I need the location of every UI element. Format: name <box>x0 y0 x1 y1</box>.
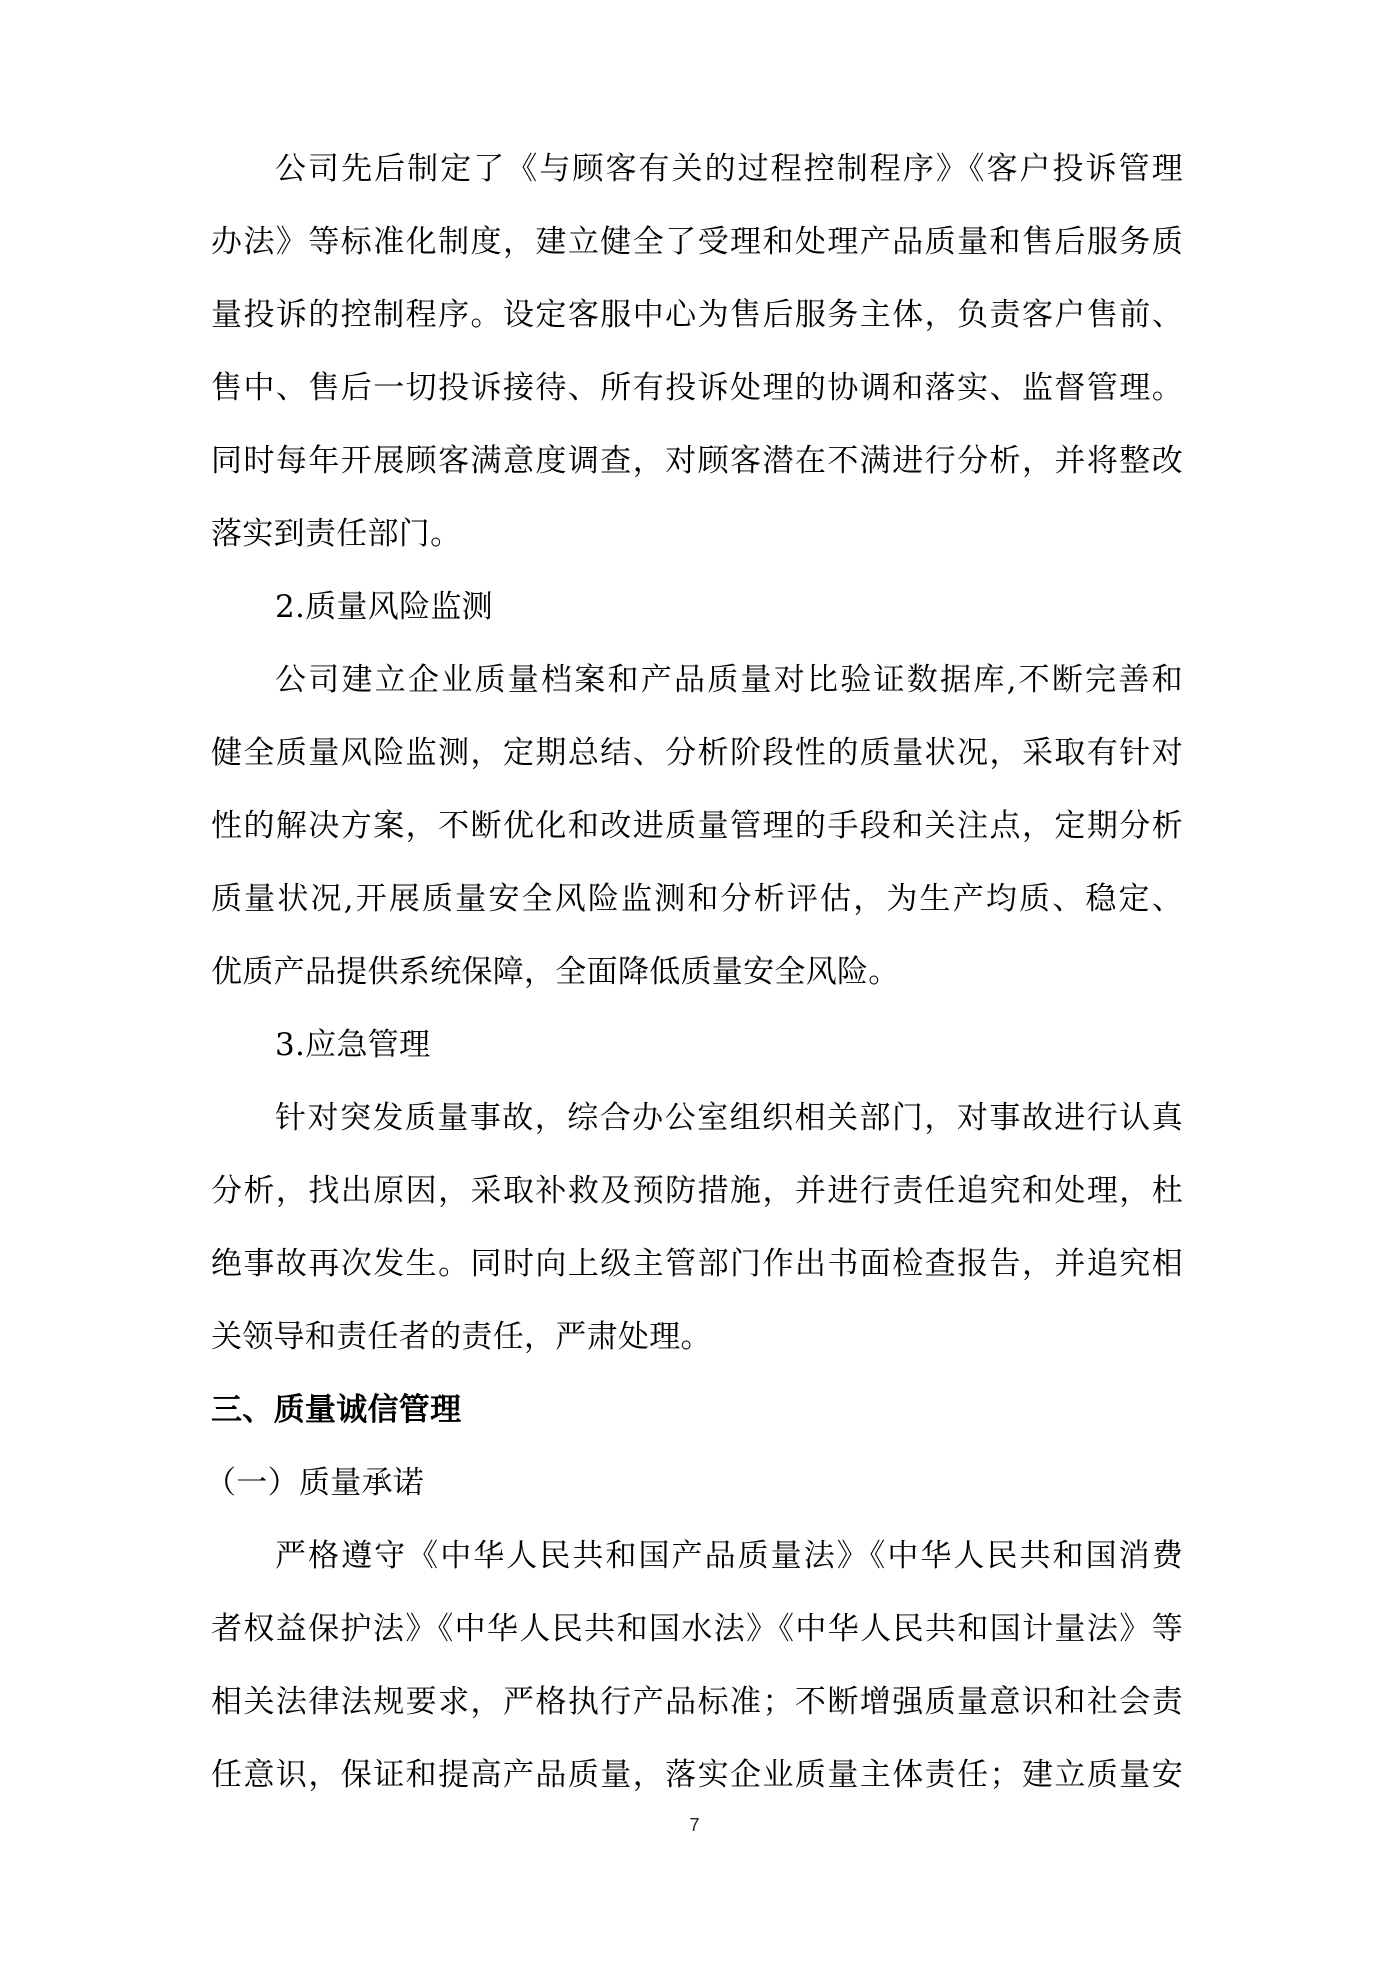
paragraph-line: 相关法律法规要求，严格执行产品标准；不断增强质量意识和社会责 <box>211 1684 1183 1720</box>
paragraph-line: 量投诉的控制程序。设定客服中心为售后服务主体，负责客户售前、 <box>211 297 1183 333</box>
paragraph-line: 分析，找出原因，采取补救及预防措施，并进行责任追究和处理，杜 <box>211 1173 1183 1209</box>
paragraph-line: 严格遵守《中华人民共和国产品质量法》《中华人民共和国消费 <box>275 1538 1183 1574</box>
subheading-emergency-management: 3.应急管理 <box>275 1027 431 1063</box>
paragraph-line: 优质产品提供系统保障，全面降低质量安全风险。 <box>211 954 900 990</box>
paragraph-line: 落实到责任部门。 <box>211 516 462 552</box>
paragraph-line: 关领导和责任者的责任，严肃处理。 <box>211 1319 712 1355</box>
paragraph-line: 公司建立企业质量档案和产品质量对比验证数据库,不断完善和 <box>275 662 1183 698</box>
section-heading-quality-integrity-management: 三、质量诚信管理 <box>211 1392 462 1428</box>
paragraph-line: 性的解决方案，不断优化和改进质量管理的手段和关注点，定期分析 <box>211 808 1183 844</box>
paragraph-line: 办法》等标准化制度，建立健全了受理和处理产品质量和售后服务质 <box>211 224 1183 260</box>
subsection-heading-quality-commitment: （一）质量承诺 <box>205 1465 425 1501</box>
paragraph-line: 任意识，保证和提高产品质量，落实企业质量主体责任；建立质量安 <box>211 1757 1183 1793</box>
paragraph-line: 针对突发质量事故，综合办公室组织相关部门，对事故进行认真 <box>275 1100 1183 1136</box>
subheading-quality-risk-monitoring: 2.质量风险监测 <box>275 589 493 625</box>
page-number: 7 <box>689 1815 700 1835</box>
paragraph-line: 公司先后制定了《与顾客有关的过程控制程序》《客户投诉管理 <box>275 151 1183 187</box>
paragraph-line: 售中、售后一切投诉接待、所有投诉处理的协调和落实、监督管理。 <box>211 370 1183 406</box>
paragraph-line: 健全质量风险监测，定期总结、分析阶段性的质量状况，采取有针对 <box>211 735 1183 771</box>
paragraph-line: 同时每年开展顾客满意度调查，对顾客潜在不满进行分析，并将整改 <box>211 443 1183 479</box>
paragraph-line: 绝事故再次发生。同时向上级主管部门作出书面检查报告，并追究相 <box>211 1246 1183 1282</box>
paragraph-line: 质量状况,开展质量安全风险监测和分析评估，为生产均质、稳定、 <box>211 881 1183 917</box>
paragraph-line: 者权益保护法》《中华人民共和国水法》《中华人民共和国计量法》等 <box>211 1611 1183 1647</box>
